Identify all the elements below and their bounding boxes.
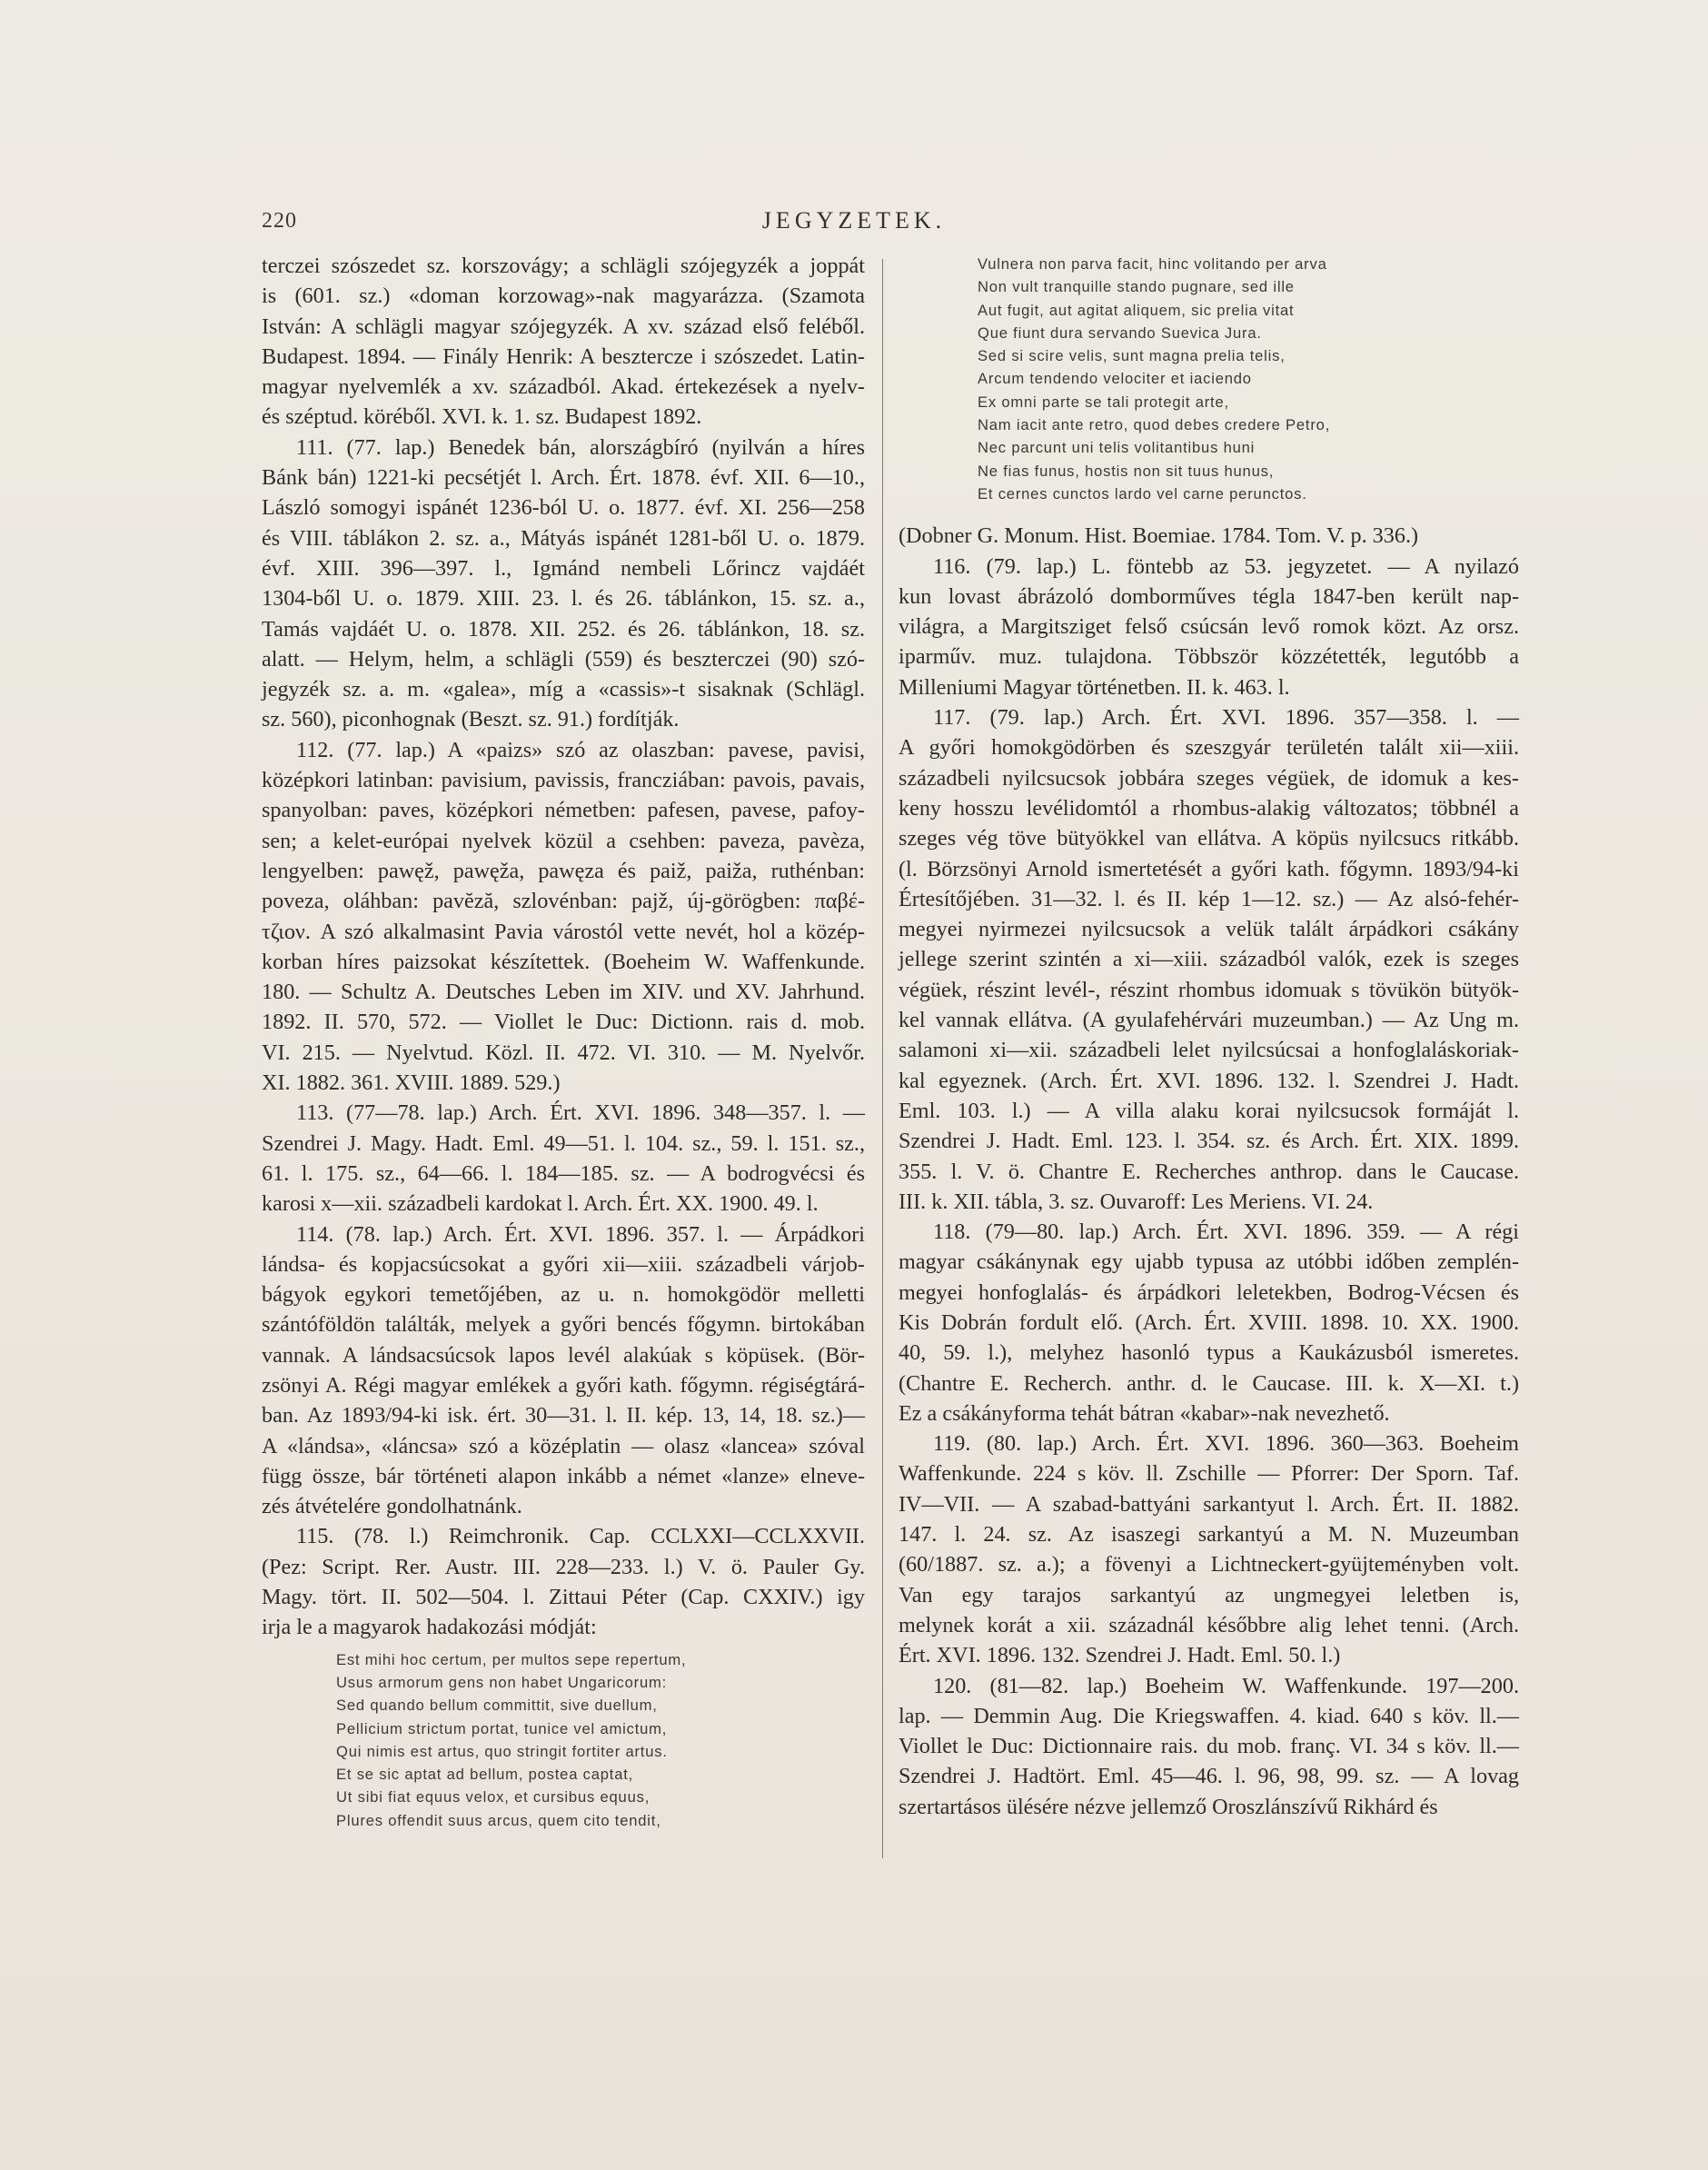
text-line: lándsa- és kopjacsúcsokat a győri xii—xiii. századbeli várjob- bbox=[262, 1251, 865, 1277]
text-line: Pellicium strictum portat, tunice vel amictum, bbox=[336, 1719, 668, 1737]
text-line: 119. (80. lap.) Arch. Ért. XVI. 1896. 360—363. Boeheim bbox=[933, 1431, 1519, 1457]
text-line: Waffenkunde. 224 s köv. ll. Zschille — Pforrer: Der Sporn. Taf. bbox=[899, 1461, 1519, 1487]
left-column bbox=[262, 251, 865, 1832]
text-line: zés átvételére gondolhatnánk. bbox=[262, 1494, 522, 1519]
text-line: (Pez: Script. Rer. Austr. III. 228—233. l.) V. ö. Pauler Gy. bbox=[262, 1554, 865, 1579]
text-line: is (601. sz.) «doman korzowag»-nak magyarázza. (Szamota bbox=[262, 284, 865, 309]
text-line: korban híres paizsokat készítettek. (Boeheim W. Waffenkunde. bbox=[262, 949, 865, 974]
text-line: Tamás vajdáét U. o. 1878. XII. 252. és 26. táblánkon, 18. sz. bbox=[262, 616, 865, 642]
text-line: 180. — Schultz A. Deutsches Leben im XIV. und XV. Jahrhund. bbox=[262, 980, 865, 1005]
text-line: (60/1887. sz. a.); a fövenyi a Lichtneckert-gyüjteményben volt. bbox=[899, 1552, 1519, 1578]
text-line: sen; a kelet-európai nyelvek közül a csehben: paveza, pavèza, bbox=[262, 828, 865, 853]
text-line: Vulnera non parva facit, hinc volitando per arva bbox=[978, 255, 1327, 273]
text-line: 40, 59. l.), melyhez hasonló typus a Kaukázusból ismeretes. bbox=[899, 1340, 1519, 1366]
text-line: Ez a csákányforma tehát bátran «kabar»-nak nevezhető. bbox=[899, 1400, 1390, 1426]
text-line: évf. XIII. 396—397. l., Igmánd nembeli Lőrincz vajdáét bbox=[262, 555, 865, 581]
text-line: alatt. — Helym, helm, a schlägli (559) és beszterczei (90) szó- bbox=[262, 646, 865, 672]
text-line: poveza, oláhban: pavĕză, szlovénban: pajž, új-görögben: παβέ- bbox=[262, 889, 865, 914]
text-line: Non vult tranquille stando pugnare, sed ille bbox=[978, 278, 1295, 296]
text-line: Ért. XVI. 1896. 132. Szendrei J. Hadt. Eml. 50. l.) bbox=[899, 1643, 1341, 1668]
text-line: Viollet le Duc: Dictionnaire rais. du mob. franç. VI. 34 s köv. ll.— bbox=[899, 1734, 1519, 1759]
left-latin-verse bbox=[336, 1648, 865, 1832]
text-line: Budapest. 1894. — Finály Henrik: A besztercze i szószedet. Latin- bbox=[262, 343, 865, 369]
text-line: kun lovast ábrázoló domborműves tégla 1847-ben került nap- bbox=[899, 583, 1519, 609]
text-line: ban. Az 1893/94-ki isk. ért. 30—31. l. II. kép. 13, 14, 18. sz.)— bbox=[262, 1403, 865, 1428]
text-line: sz. 560), piconhognak (Beszt. sz. 91.) fordítják. bbox=[262, 707, 680, 732]
text-line: szertartásos ülésére nézve jellemző Oroszlánszívű Rikhárd és bbox=[899, 1794, 1438, 1819]
right-column-text bbox=[899, 521, 1519, 1822]
text-line: melynek korát a xii. századnál későbbre alig lehet tenni. (Arch. bbox=[899, 1612, 1519, 1637]
text-line: és VIII. táblákon 2. sz. a., Mátyás ispánét 1281-ből U. o. 1879. bbox=[262, 525, 865, 551]
text-line: középkori latinban: pavisium, pavissis, francziában: pavois, pavais, bbox=[262, 768, 865, 793]
text-line: terczei szószedet sz. korszovágy; a schlägli szójegyzék a joppát bbox=[262, 254, 865, 278]
text-line: kel vannak ellátva. (A gyulafehérvári muzeumban.) — Az Ung m. bbox=[899, 1008, 1519, 1033]
text-line: 1304-ből U. o. 1879. XIII. 23. l. és 26. táblánkon, 15. sz. a., bbox=[262, 586, 865, 612]
page-number: 220 bbox=[262, 209, 297, 233]
text-line: Ut sibi fiat equus velox, et cursibus equus, bbox=[336, 1788, 650, 1807]
text-line: szántóföldön találták, melyek a győri bencés főgymn. birtokában bbox=[262, 1312, 865, 1338]
text-line: (Dobner G. Monum. Hist. Boemiae. 1784. Tom. V. p. 336.) bbox=[899, 523, 1419, 549]
text-line: vannak. A lándsacsúcsok lapos levél alakúak s köpüsek. (Bör- bbox=[262, 1342, 865, 1368]
text-line: László somogyi ispánét 1236-ból U. o. 1877. évf. XI. 256—258 bbox=[262, 495, 865, 521]
text-line: XI. 1882. 361. XVIII. 1889. 529.) bbox=[262, 1070, 561, 1096]
text-line: 115. (78. l.) Reimchronik. Cap. CCLXXI—CCLXXVII. bbox=[296, 1524, 865, 1549]
text-line: megyei nyirmezei nyilcsucsok a velük talált árpádkori csákány bbox=[899, 917, 1519, 942]
text-line: Értesítőjében. 31—32. l. és II. kép 1—12. sz.) — Az alsó-fehér- bbox=[899, 886, 1519, 911]
text-line: Que fiunt dura servando Suevica Jura. bbox=[978, 324, 1262, 342]
text-line: Magy. tört. II. 502—504. l. Zittaui Péter (Cap. CXXIV.) igy bbox=[262, 1585, 865, 1610]
text-line: irja le a magyarok hadakozási módját: bbox=[262, 1615, 597, 1640]
text-line: századbeli nyilcsucsok jobbára szeges végüek, de idomuk a kes- bbox=[899, 765, 1519, 791]
text-line: Bánk bán) 1221-ki pecsétjét l. Arch. Ért. 1878. évf. XII. 6—10., bbox=[262, 465, 865, 491]
text-line: Ne fias funus, hostis non sit tuus hunus, bbox=[978, 462, 1275, 480]
text-line: 112. (77. lap.) A «paizs» szó az olaszban: pavese, pavisi, bbox=[296, 737, 865, 762]
text-line: Plures offendit suus arcus, quem cito tendit, bbox=[336, 1811, 661, 1829]
text-line: Van egy tarajos sarkantyú az ungmegyei leletben is, bbox=[899, 1582, 1519, 1608]
text-line: salamoni xi—xii. századbeli lelet nyilcsúcsai a honfoglaláskoriak- bbox=[899, 1038, 1519, 1063]
text-line: kal egyeznek. (Arch. Ért. XVI. 1896. 132. l. Szendrei J. Hadt. bbox=[899, 1068, 1519, 1093]
column-divider bbox=[882, 259, 883, 1858]
text-line: végüek, részint levél-, részint rhombus idomuak s tövükön bütyök- bbox=[899, 977, 1519, 1002]
text-line: lengyelben: pawęž, pawęža, pawęza és paiž, paiža, ruthénban: bbox=[262, 858, 865, 883]
text-line: megyei honfoglalás- és árpádkori leletekben, Bodrog-Vécsen és bbox=[899, 1279, 1519, 1305]
text-line: István: A schlägli magyar szójegyzék. A xv. század első feléből. bbox=[262, 314, 865, 339]
text-line: Szendrei J. Hadt. Eml. 123. l. 354. sz. és Arch. Ért. XIX. 1899. bbox=[899, 1129, 1519, 1154]
text-line: Szendrei J. Magy. Hadt. Eml. 49—51. l. 104. sz., 59. l. 151. sz., bbox=[262, 1130, 865, 1156]
text-line: Nec parcunt uni telis volitantibus huni bbox=[978, 439, 1256, 457]
text-line: (Chantre E. Recherch. anthr. d. le Caucase. III. k. X—XI. t.) bbox=[899, 1370, 1519, 1396]
text-line: 116. (79. lap.) L. föntebb az 53. jegyzetet. — A nyilazó bbox=[933, 553, 1519, 579]
text-line: és széptud. köréből. XVI. k. 1. sz. Budapest 1892. bbox=[262, 404, 702, 430]
text-line: karosi x—xii. századbeli kardokat l. Arch. Ért. XX. 1900. 49. l. bbox=[262, 1191, 819, 1217]
text-line: A «lándsa», «láncsa» szó a középlatin — olasz «lancea» szóval bbox=[262, 1433, 865, 1458]
text-line: Szendrei J. Hadtört. Eml. 45—46. l. 96, 98, 99. sz. — A lovag bbox=[899, 1764, 1519, 1789]
text-line: 61. l. 175. sz., 64—66. l. 184—185. sz. — A bodrogvécsi és bbox=[262, 1160, 865, 1186]
text-line: Et cernes cunctos lardo vel carne perunctos. bbox=[978, 484, 1307, 503]
text-line: (l. Börzsönyi Arnold ismertetését a győri kath. főgymn. 1893/94-ki bbox=[899, 856, 1519, 881]
text-line: τζιον. A szó alkalmasint Pavia várostól vette nevét, hol a közép- bbox=[262, 919, 865, 944]
text-line: magyar csákánynak egy ujabb typusa az utóbbi időben zemplén- bbox=[899, 1249, 1519, 1275]
text-line: világra, a Margitsziget felső csúcsán levő romok közt. Az orsz. bbox=[899, 614, 1519, 640]
text-line: 120. (81—82. lap.) Boeheim W. Waffenkunde. 197—200. bbox=[933, 1673, 1519, 1698]
text-line: magyar nyelvemlék a xv. századból. Akad. értekezések a nyelv- bbox=[262, 374, 865, 400]
text-line: III. k. XII. tábla, 3. sz. Ouvaroff: Les Meriens. VI. 24. bbox=[899, 1189, 1374, 1214]
text-line: 355. l. V. ö. Chantre E. Recherches anthrop. dans le Caucase. bbox=[899, 1159, 1519, 1184]
text-line: Aut fugit, aut agitat aliquem, sic prelia vitat bbox=[978, 301, 1295, 319]
right-latin-verse bbox=[978, 253, 1519, 505]
text-line: Ex omni parte se tali protegit arte, bbox=[978, 393, 1229, 411]
text-line: 111. (77. lap.) Benedek bán, alországbíró (nyilván a híres bbox=[296, 434, 865, 460]
text-line: Sed quando bellum committit, sive duellum, bbox=[336, 1697, 658, 1715]
text-line: 113. (77—78. lap.) Arch. Ért. XVI. 1896. 348—357. l. — bbox=[296, 1100, 865, 1126]
text-line: 147. l. 24. sz. Az isaszegi sarkantyú a M. N. Muzeumban bbox=[899, 1522, 1519, 1548]
text-line: VI. 215. — Nyelvtud. Közl. II. 472. VI. 310. — M. Nyelvőr. bbox=[262, 1040, 865, 1065]
text-line: spanyolban: paves, középkori németben: pafesen, pavese, pafoy- bbox=[262, 798, 865, 823]
running-title: JEGYZETEK. bbox=[761, 207, 947, 234]
text-line: Sed si scire velis, sunt magna prelia telis, bbox=[978, 347, 1286, 365]
text-line: Arcum tendendo velociter et iaciendo bbox=[978, 370, 1252, 388]
text-line: Qui nimis est artus, quo stringit fortiter artus. bbox=[336, 1742, 668, 1760]
text-line: Et se sic aptat ad bellum, postea captat, bbox=[336, 1766, 634, 1784]
text-line: Eml. 103. l.) — A villa alaku korai nyilcsucsok formáját l. bbox=[899, 1098, 1519, 1123]
text-line: Est mihi hoc certum, per multos sepe repertum, bbox=[336, 1650, 687, 1668]
text-line: 117. (79. lap.) Arch. Ért. XVI. 1896. 357—358. l. — bbox=[933, 705, 1519, 731]
text-line: iparműv. muz. tulajdona. Többször közzétették, legutóbb a bbox=[899, 644, 1519, 670]
text-line: Usus armorum gens non habet Ungaricorum: bbox=[336, 1673, 668, 1691]
text-line: 114. (78. lap.) Arch. Ért. XVI. 1896. 357. l. — Árpádkori bbox=[296, 1221, 865, 1247]
text-line: jellege szerint szintén a xi—xiii. századból valók, ezek is szeges bbox=[899, 947, 1519, 972]
text-line: keny hosszu levélidomtól a rhombus-alakig változatos; többnél a bbox=[899, 795, 1519, 821]
text-line: zsönyi A. Régi magyar emlékek a győri kath. főgymn. régiségtárá- bbox=[262, 1372, 865, 1398]
text-line: szeges vég töve bütyökkel van ellátva. A köpüs nyilcsucs ritkább. bbox=[899, 826, 1519, 851]
right-column bbox=[899, 251, 1519, 1822]
left-column-text bbox=[262, 251, 865, 1643]
text-line: függ össze, bár történeti alapon inkább a német «lanze» elneve- bbox=[262, 1463, 865, 1488]
text-line: Kis Dobrán fordult elő. (Arch. Ért. XVIII. 1898. 10. XX. 1900. bbox=[899, 1309, 1519, 1335]
text-line: bágyok egykori temetőjében, az u. n. homokgödör melletti bbox=[262, 1282, 865, 1308]
text-line: A győri homokgödörben és szeszgyár területén talált xii—xiii. bbox=[899, 735, 1519, 761]
text-line: lap. — Demmin Aug. Die Kriegswaffen. 4. kiad. 640 s köv. ll.— bbox=[899, 1703, 1519, 1728]
text-line: Nam iacit ante retro, quod debes credere Petro, bbox=[978, 416, 1331, 434]
text-line: jegyzék sz. a. m. «galea», míg a «cassis»-t sisaknak (Schlägl. bbox=[262, 677, 865, 702]
text-line: IV—VII. — A szabad-battyáni sarkantyut l. Arch. Ért. II. 1882. bbox=[899, 1491, 1519, 1517]
text-line: 118. (79—80. lap.) Arch. Ért. XVI. 1896. 359. — A régi bbox=[933, 1219, 1519, 1245]
text-line: 1892. II. 570, 572. — Viollet le Duc: Dictionn. rais d. mob. bbox=[262, 1010, 865, 1035]
text-line: Milleniumi Magyar történetben. II. k. 463. l. bbox=[899, 674, 1290, 700]
